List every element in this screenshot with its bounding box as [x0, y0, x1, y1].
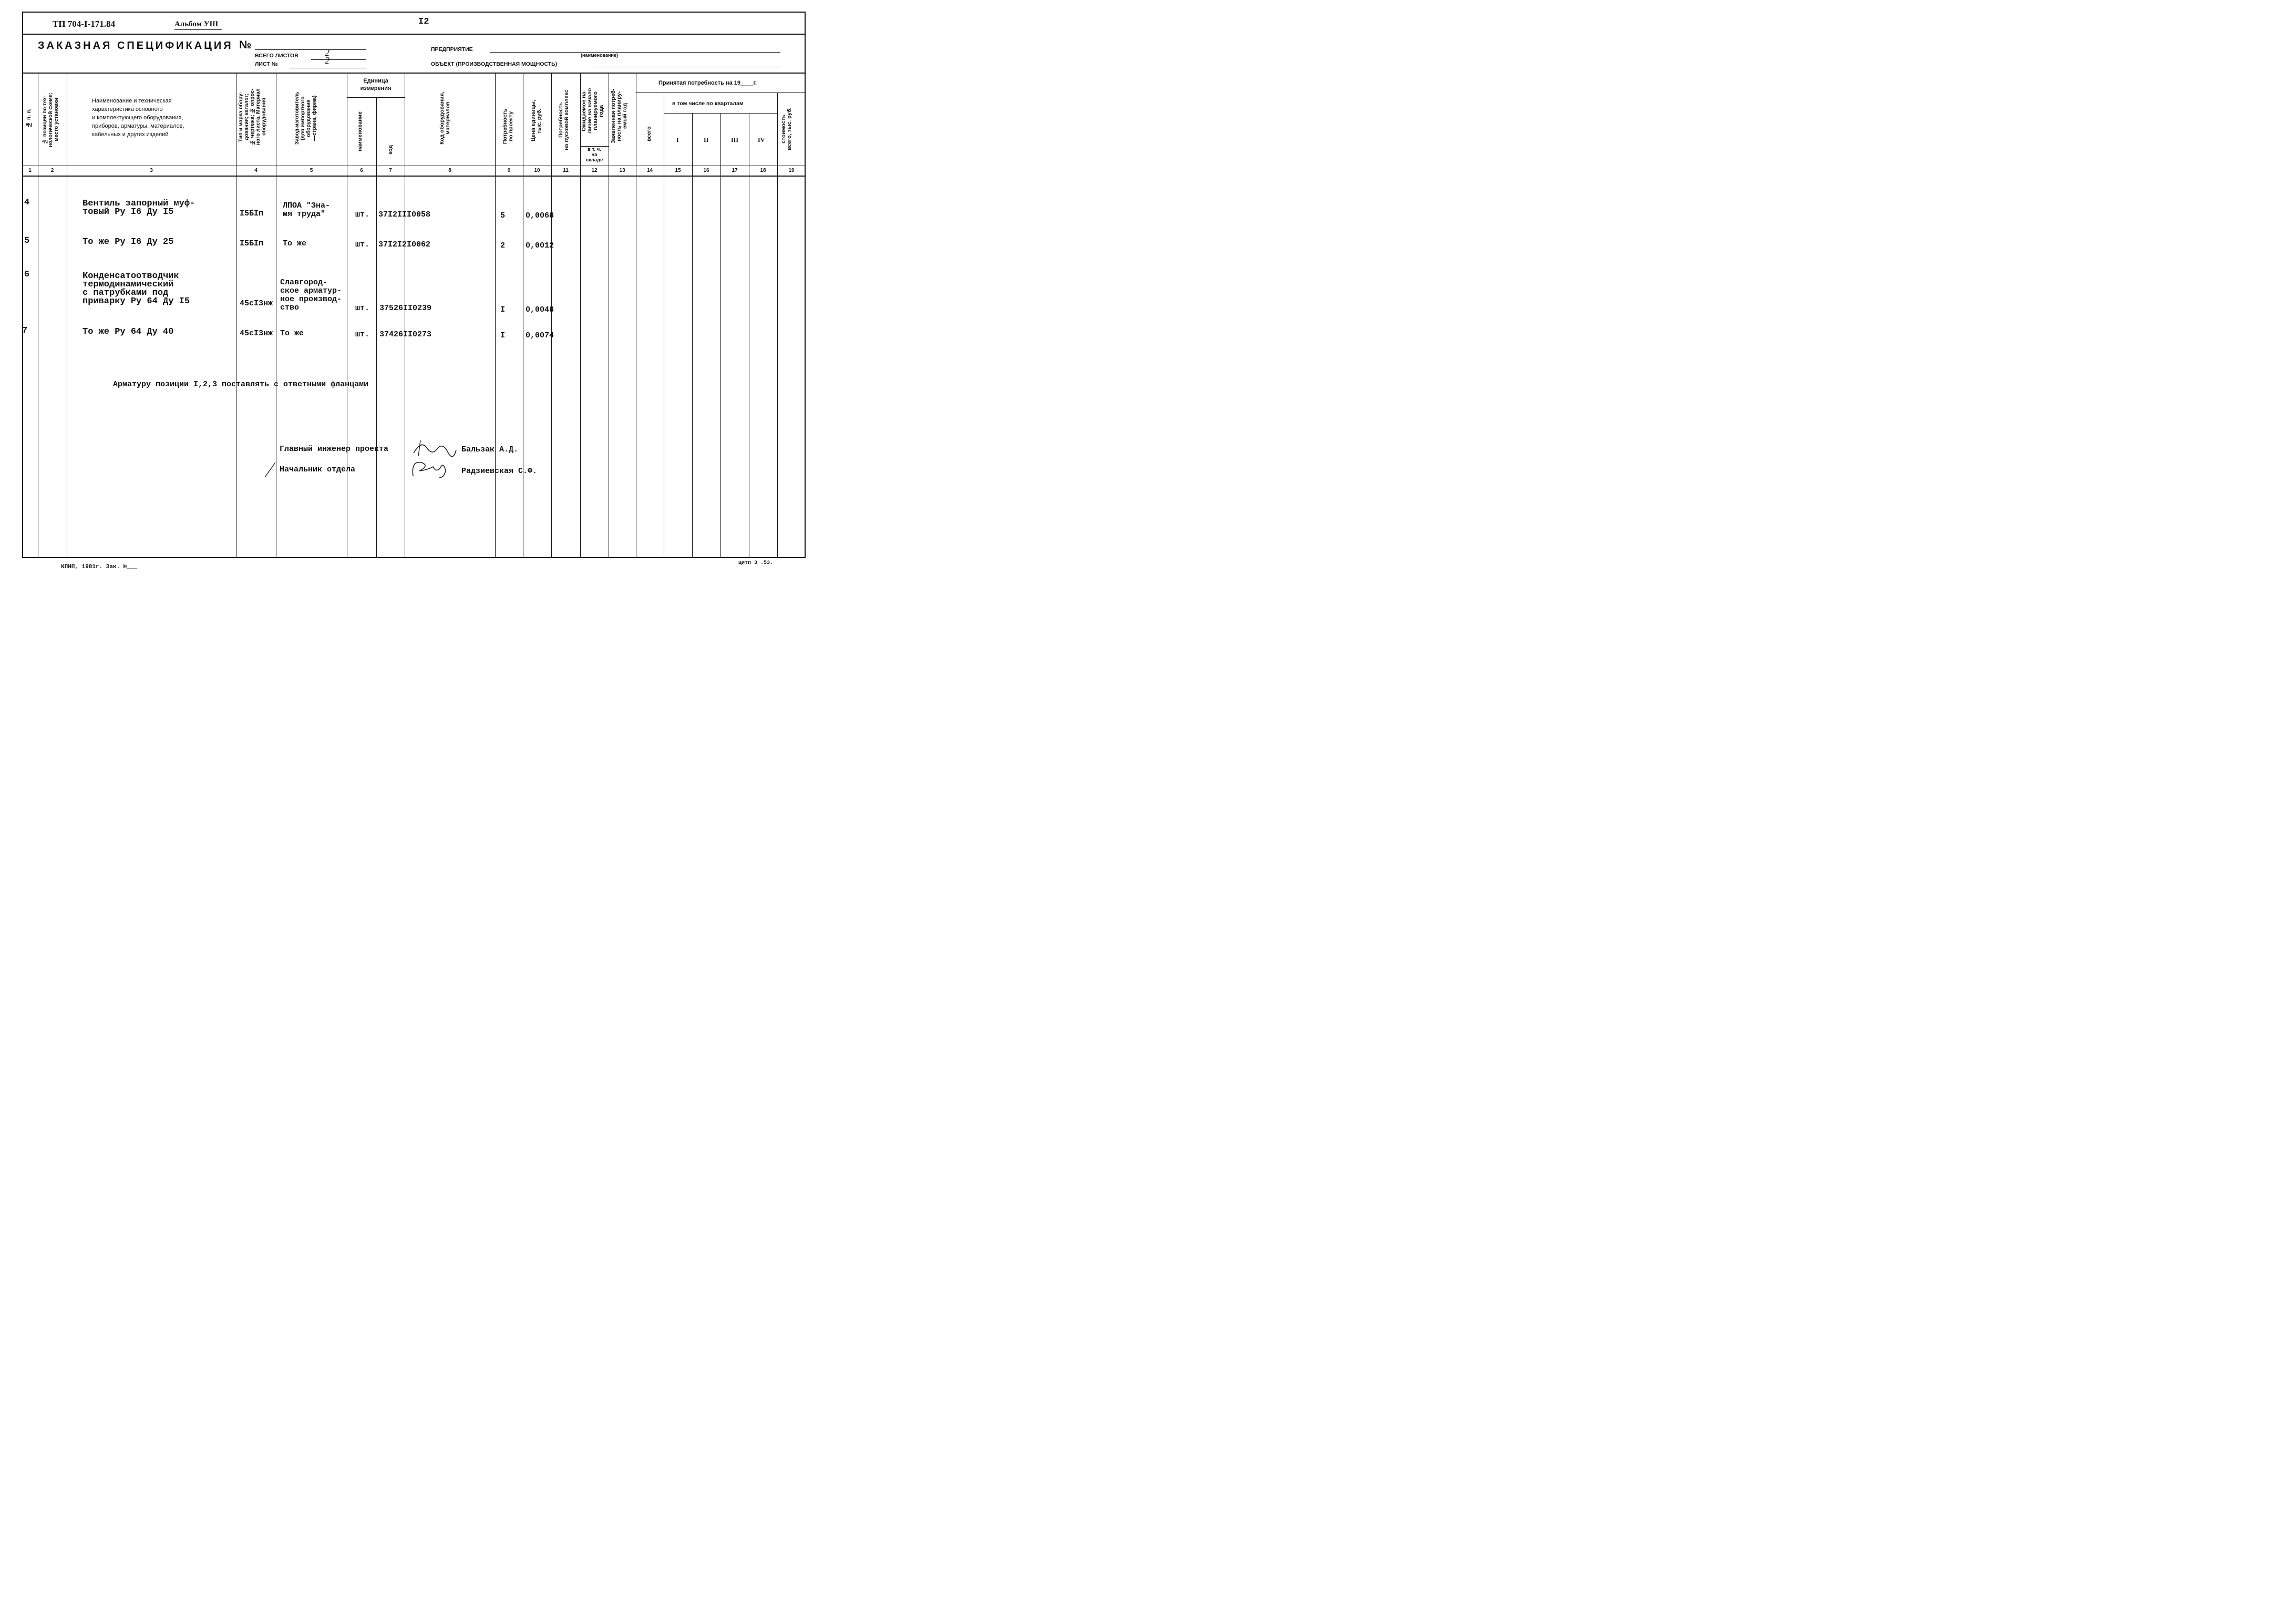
quarter-4-header: IV: [758, 136, 765, 143]
item-maker: ЛПОА "Зна- мя труда": [283, 201, 331, 219]
col-number-2: 2: [50, 168, 54, 173]
quarters-header: в том числе по кварталам: [672, 100, 744, 107]
item-unit: шт.: [355, 304, 370, 313]
item-code: 37526II0239: [379, 304, 432, 313]
unit-group-line: [347, 97, 405, 98]
col-line-8: [495, 73, 496, 558]
item-name: Вентиль запорный муф- товый Ру I6 Ду I5: [83, 199, 195, 217]
col-number-5: 5: [310, 168, 313, 173]
signature-name: Радзиевская С.Ф.: [461, 467, 538, 476]
col-number-19: 19: [788, 168, 795, 173]
col-line-16: [720, 113, 721, 558]
object-label: ОБЪЕКТ (ПРОИЗВОДСТВЕННАЯ МОЩНОСТЬ): [431, 61, 558, 67]
col-header-8: Код оборудования, материалов: [439, 91, 451, 145]
sheet-value: 2: [325, 55, 330, 66]
col-line-6: [376, 97, 377, 558]
number-field: [255, 49, 366, 50]
col-line-18: [777, 92, 778, 558]
signature-role: Начальник отдела: [280, 465, 356, 474]
total-sheets-value: 2: [325, 47, 330, 58]
row-number: 6: [24, 270, 30, 280]
enterprise-label: ПРЕДПРИЯТИЕ: [431, 46, 473, 53]
col-header-13: Заявленная потреб- ность на планиру- емый год: [610, 88, 628, 144]
col-number-3: 3: [150, 168, 153, 173]
col-header-4: Тип и марка обору- дования; каталог; № чертежа; № опрос- ного листа. Материал оборудования: [238, 88, 267, 145]
col-number-12: 12: [591, 168, 598, 173]
col-number-14: 14: [646, 168, 653, 173]
signature-mark: [263, 460, 279, 479]
col-header-7: код: [387, 145, 394, 155]
col-header-11: Потребность на пусковой комплекс: [558, 89, 570, 150]
item-qty: 2: [500, 241, 506, 250]
accepted-group-line: [636, 92, 806, 93]
col-number-10: 10: [534, 168, 540, 173]
col-header-2: № позиции по тех- нологической схеме; место установки: [42, 92, 59, 147]
col-header-10: Цена единицы, тыс. руб.: [530, 100, 542, 142]
col-number-1: 1: [28, 168, 32, 173]
header-top-line: [22, 73, 806, 74]
col-number-17: 17: [732, 168, 738, 173]
col-number-11: 11: [563, 168, 569, 173]
row-number: 5: [24, 236, 30, 246]
header-bottom-line: [22, 176, 806, 177]
total-sheets-field: [311, 59, 366, 60]
unit-group-header: Единица измерения: [360, 78, 392, 91]
col-number-4: 4: [254, 168, 258, 173]
col-number-15: 15: [675, 168, 681, 173]
total-sheets-label: ВСЕГО ЛИСТОВ: [255, 53, 298, 59]
form-title: ЗАКАЗНАЯ СПЕЦИФИКАЦИЯ: [38, 40, 233, 52]
col-header-5: Завод-изготовитель (для импортного оборудования —страна, фирма): [294, 91, 317, 145]
col-header-3: Наименование и техническая характеристика основного и комплектующего оборудования, приборов, арматуры, материалов, кабельных и других изделий: [92, 98, 184, 138]
col-header-19: стоимость всего, тыс. руб.: [780, 107, 792, 150]
item-code: 37I2III0058: [378, 210, 431, 219]
item-unit: шт.: [355, 210, 370, 219]
item-maker: То же: [283, 239, 307, 248]
footer-left: КПНП, 1981г. Зак. №___: [61, 564, 138, 570]
sheet-label: ЛИСТ №: [255, 61, 278, 67]
col-header-6: наименование: [357, 111, 363, 151]
col-number-6: 6: [360, 168, 363, 173]
item-price: 0,0074: [526, 331, 554, 340]
col-line-10: [551, 73, 552, 558]
col-header-14: всего: [646, 126, 652, 142]
item-type: 45сI3нж: [240, 299, 273, 308]
row-number: 4: [24, 198, 30, 208]
item-name: То же Ру I6 Ду 25: [83, 237, 174, 247]
item-code: 37426II0273: [379, 330, 432, 339]
item-qty: I: [500, 331, 506, 340]
page-number: I2: [418, 17, 429, 27]
col-number-7: 7: [389, 168, 392, 173]
item-type: I5БIп: [240, 239, 264, 248]
item-price: 0,0068: [526, 211, 554, 220]
col-number-9: 9: [507, 168, 511, 173]
signature-role: Главный инженер проекта: [280, 445, 389, 454]
col-line-15: [692, 113, 693, 558]
quarter-3-header: III: [731, 136, 739, 143]
name-hint: (наименование): [581, 53, 618, 58]
item-type: 45сI3нж: [240, 329, 273, 338]
signature-name: Бальзак А.Д.: [461, 445, 519, 454]
title-top-line: [22, 34, 806, 35]
col-header-12: Ожидаемое на- личие на начало планируемого года: [581, 88, 604, 134]
col-number-18: 18: [760, 168, 766, 173]
item-price: 0,0012: [526, 241, 554, 250]
col-number-8: 8: [448, 168, 451, 173]
footer-right: цитп 3 .53.: [738, 560, 774, 566]
supply-note: Арматуру позиции I,2,3 поставлять с ответными фланцами: [113, 380, 369, 389]
item-qty: 5: [500, 211, 506, 220]
item-code: 37I2I2I0062: [378, 240, 431, 249]
col-header-9: Потребность по проекту: [502, 108, 514, 144]
col-number-16: 16: [703, 168, 709, 173]
item-unit: шт.: [355, 330, 370, 339]
signature-mark: [409, 455, 451, 479]
quarter-1-header: I: [676, 136, 679, 143]
item-qty: I: [500, 305, 506, 314]
col-number-13: 13: [619, 168, 625, 173]
item-type: I5БIп: [240, 209, 264, 218]
number-sign: №: [239, 39, 252, 51]
album-label: Альбом УШ: [174, 20, 219, 28]
accepted-header: Принятая потребность на 19____г.: [658, 80, 757, 86]
item-name: Конденсатоотводчик термодинамический с патрубками под приварку Ру 64 Ду I5: [83, 271, 190, 306]
item-unit: шт.: [355, 240, 370, 249]
row-number: 7: [22, 326, 28, 336]
col-header-12b: в т. ч. на складе: [585, 147, 603, 163]
col-header-1: № п. п.: [26, 108, 32, 128]
item-maker: То же: [280, 329, 304, 338]
item-price: 0,0048: [526, 305, 554, 314]
col-line-11: [580, 73, 581, 558]
item-name: То же Ру 64 Ду 40: [83, 327, 174, 337]
enterprise-field: [490, 52, 780, 53]
quarter-2-header: II: [704, 136, 709, 143]
project-code: ТП 704-I-171.84: [53, 19, 115, 29]
item-maker: Славгород- ское арматур- ное производ- ство: [280, 278, 342, 312]
